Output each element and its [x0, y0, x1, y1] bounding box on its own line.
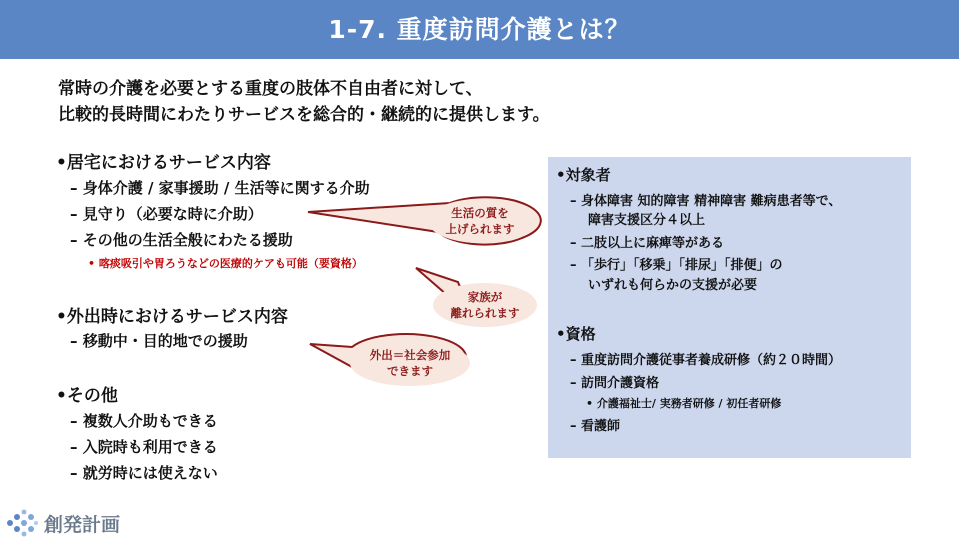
callout-quality-line-2: 上げられます [445, 222, 515, 236]
panel-qual-title: •資格 [556, 325, 596, 343]
outing-item-1: – 移動中・目的地での援助 [70, 332, 248, 350]
intro-line-2: 比較的長時間にわたりサービスを総合的・継続的に提供します。 [58, 105, 550, 125]
panel-target-item-3: – 「歩行」「移乗」「排尿」「排便」の [570, 258, 783, 273]
panel-target-title: •対象者 [556, 166, 611, 184]
home-note-medical-care: • 喀痰吸引や胃ろうなどの医療的ケアも可能（要資格） [88, 257, 363, 270]
home-item-2: – 見守り（必要な時に介助） [70, 205, 263, 223]
panel-target-item-1-cont: 障害支援区分４以上 [588, 213, 706, 228]
section-other-title: •その他 [56, 386, 118, 406]
callout-society-line-1: 外出＝社会参加 [369, 348, 451, 362]
other-item-3: – 就労時には使えない [70, 464, 218, 482]
callout-family-line-1: 家族が [467, 290, 503, 304]
panel-target-item-3-cont: いずれも何らかの支援が必要 [588, 278, 758, 293]
dots-logo-icon [6, 508, 38, 538]
callout-family [435, 289, 535, 321]
home-item-3: – その他の生活全般にわたる援助 [70, 231, 293, 249]
section-outing-title: •外出時におけるサービス内容 [56, 307, 288, 327]
other-item-2: – 入院時も利用できる [70, 438, 218, 456]
callout-quality [430, 205, 530, 237]
page-title: 1-7. 重度訪問介護とは？ [328, 15, 631, 44]
panel-qual-item-1: – 重度訪問介護従事者養成研修（約２０時間） [570, 353, 842, 368]
home-item-1: – 身体介護 / 家事援助 / 生活等に関する介助 [70, 179, 370, 197]
section-home-title: •居宅におけるサービス内容 [56, 153, 271, 173]
logo-text: 創発計画 [44, 514, 121, 536]
panel-qual-item-2: – 訪問介護資格 [570, 376, 660, 391]
intro-line-1: 常時の介護を必要とする重度の肢体不自由者に対して、 [58, 79, 483, 99]
other-item-1: – 複数人介助もできる [70, 412, 218, 430]
panel-qual-item-3: – 看護師 [570, 419, 621, 434]
panel-target-item-1: – 身体障害 知的障害 精神障害 難病患者等で、 [570, 194, 842, 209]
callout-quality-line-1: 生活の質を [451, 206, 509, 220]
panel-target-item-2: – 二肢以上に麻痺等がある [570, 236, 725, 251]
panel-qual-subitem: • 介護福祉士/ 実務者研修 / 初任者研修 [586, 397, 782, 410]
callout-society [355, 347, 465, 379]
callout-society-line-2: できます [387, 364, 433, 378]
callout-family-line-2: 離れられます [450, 306, 520, 320]
